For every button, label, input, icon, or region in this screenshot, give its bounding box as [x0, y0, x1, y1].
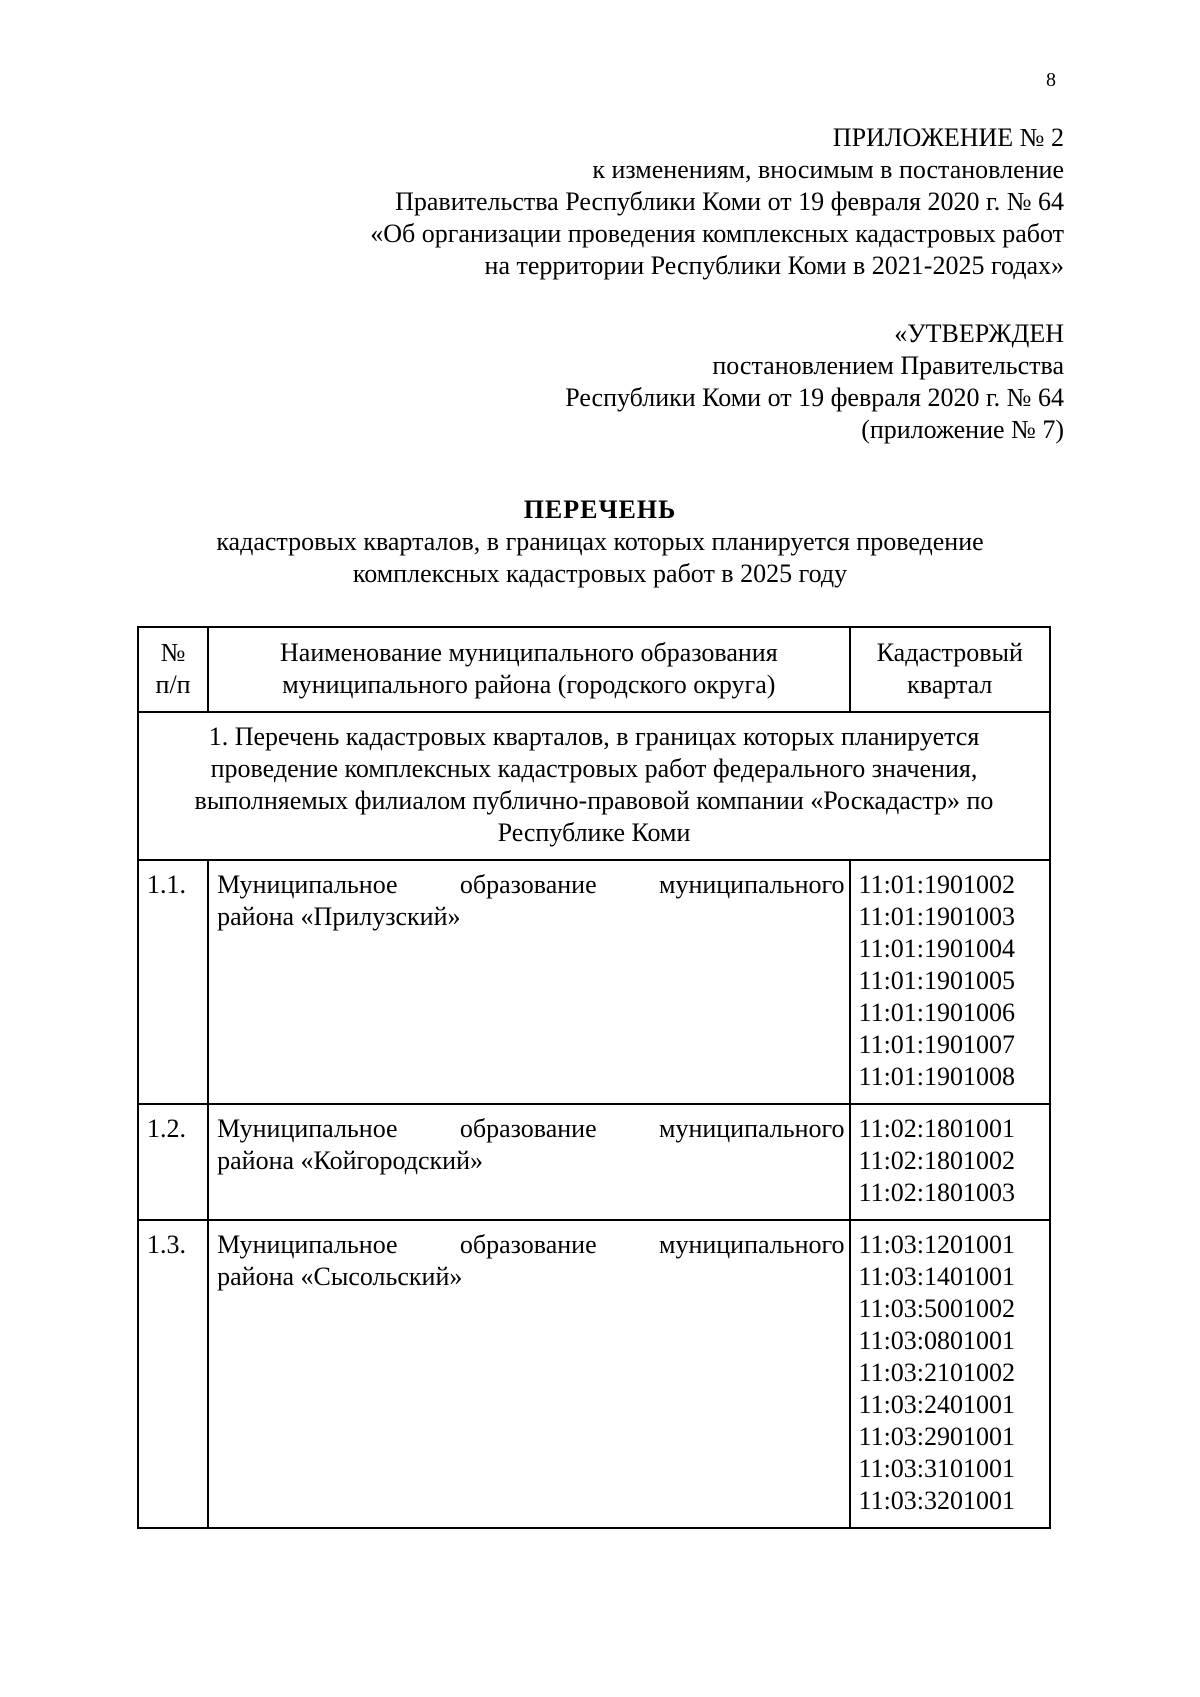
- header-cadastral-quarter: [850, 627, 1050, 712]
- header-quarter-line: Кадастровый: [876, 638, 1023, 667]
- cadastral-quarters-table: [137, 626, 1051, 1529]
- table-row: [138, 1220, 1050, 1528]
- row-quarters: [850, 860, 1050, 1104]
- section-title: [138, 712, 1050, 860]
- row-municipality: [208, 860, 849, 1104]
- page-number: 8: [1046, 69, 1056, 91]
- municipality-first-line: [217, 1229, 844, 1261]
- document-subtitle-line: комплексных кадастровых работ в 2025 году: [352, 559, 848, 588]
- municipality-second-line: района «Сысольский»: [217, 1262, 463, 1291]
- section-title-line: выполняемых филиалом публично-правовой компании «Роскадастр» по: [194, 786, 994, 815]
- municipality-word: Муниципальное: [217, 1230, 398, 1259]
- appendix-line: на территории Республики Коми в 2021-2025 годах»: [484, 251, 1064, 280]
- cadastral-quarter: 11:03:2401001: [858, 1390, 1016, 1419]
- document-title-block: [136, 494, 1064, 590]
- row-quarters: [850, 1220, 1050, 1528]
- cadastral-quarter: 11:01:1901006: [858, 998, 1016, 1027]
- municipality-word: образование: [459, 1114, 597, 1143]
- municipality-first-line: [217, 1113, 844, 1145]
- header-municipality-line: муниципального района (городского округа): [282, 670, 776, 699]
- cadastral-quarter: 11:03:0801001: [858, 1326, 1016, 1355]
- row-quarters: [850, 1104, 1050, 1220]
- table-row: [138, 860, 1050, 1104]
- row-number: 1.3.: [138, 1220, 208, 1528]
- municipality-word: Муниципальное: [217, 870, 398, 899]
- table-row: [138, 1104, 1050, 1220]
- municipality-word: образование: [459, 870, 597, 899]
- header-number-line: №: [160, 638, 186, 667]
- section-row: [138, 712, 1050, 860]
- cadastral-quarter: 11:01:1901007: [858, 1030, 1016, 1059]
- header-quarter-line: квартал: [907, 670, 993, 699]
- table-header-row: [138, 627, 1050, 712]
- row-municipality: [208, 1104, 849, 1220]
- approved-line: Республики Коми от 19 февраля 2020 г. № 64: [565, 383, 1064, 412]
- cadastral-quarter: 11:03:3101001: [858, 1454, 1016, 1483]
- cadastral-quarter: 11:01:1901005: [858, 966, 1016, 995]
- row-number: 1.1.: [138, 860, 208, 1104]
- document-title: ПЕРЕЧЕНЬ: [523, 495, 677, 524]
- approved-line: (приложение № 7): [861, 415, 1064, 444]
- row-number: 1.2.: [138, 1104, 208, 1220]
- approved-header: [164, 318, 1064, 446]
- cadastral-quarter: 11:03:2901001: [858, 1422, 1016, 1451]
- cadastral-quarter: 11:02:1801003: [858, 1178, 1016, 1207]
- municipality-word: образование: [459, 1230, 597, 1259]
- section-title-line: Республике Коми: [497, 818, 691, 847]
- approved-line: «УТВЕРЖДЕН: [894, 319, 1064, 348]
- cadastral-quarter: 11:03:2101002: [858, 1358, 1016, 1387]
- document-subtitle-line: кадастровых кварталов, в границах которых планируется проведение: [216, 527, 984, 556]
- municipality-second-line: района «Прилузский»: [217, 902, 461, 931]
- cadastral-quarter: 11:01:1901008: [858, 1062, 1016, 1091]
- appendix-line: к изменениям, вносимым в постановление: [592, 155, 1064, 184]
- header-number: [138, 627, 208, 712]
- cadastral-quarter: 11:02:1801002: [858, 1146, 1016, 1175]
- appendix-line: «Об организации проведения комплексных кадастровых работ: [370, 219, 1064, 248]
- municipality-word: муниципального: [658, 870, 845, 899]
- cadastral-quarter: 11:01:1901002: [858, 870, 1016, 899]
- municipality-word: муниципального: [658, 1114, 845, 1143]
- municipality-word: муниципального: [658, 1230, 845, 1259]
- appendix-line: Правительства Республики Коми от 19 февраля 2020 г. № 64: [395, 187, 1064, 216]
- section-title-line: 1. Перечень кадастровых кварталов, в границах которых планируется: [208, 722, 980, 751]
- municipality-second-line: района «Койгородский»: [217, 1146, 484, 1175]
- cadastral-quarter: 11:01:1901004: [858, 934, 1016, 963]
- cadastral-quarter: 11:03:5001002: [858, 1294, 1016, 1323]
- appendix-header: [164, 122, 1064, 282]
- cadastral-quarter: 11:03:1201001: [858, 1230, 1016, 1259]
- section-title-line: проведение комплексных кадастровых работ федерального значения,: [210, 754, 978, 783]
- cadastral-quarter: 11:01:1901003: [858, 902, 1016, 931]
- municipality-word: Муниципальное: [217, 1114, 398, 1143]
- row-municipality: [208, 1220, 849, 1528]
- cadastral-quarter: 11:03:3201001: [858, 1486, 1016, 1515]
- header-municipality-line: Наименование муниципального образования: [280, 638, 778, 667]
- header-municipality: [208, 627, 849, 712]
- municipality-first-line: [217, 869, 844, 901]
- appendix-line: ПРИЛОЖЕНИЕ № 2: [832, 123, 1064, 152]
- approved-line: постановлением Правительства: [712, 351, 1064, 380]
- cadastral-quarter: 11:03:1401001: [858, 1262, 1016, 1291]
- cadastral-quarter: 11:02:1801001: [858, 1114, 1016, 1143]
- header-number-line: п/п: [155, 670, 191, 699]
